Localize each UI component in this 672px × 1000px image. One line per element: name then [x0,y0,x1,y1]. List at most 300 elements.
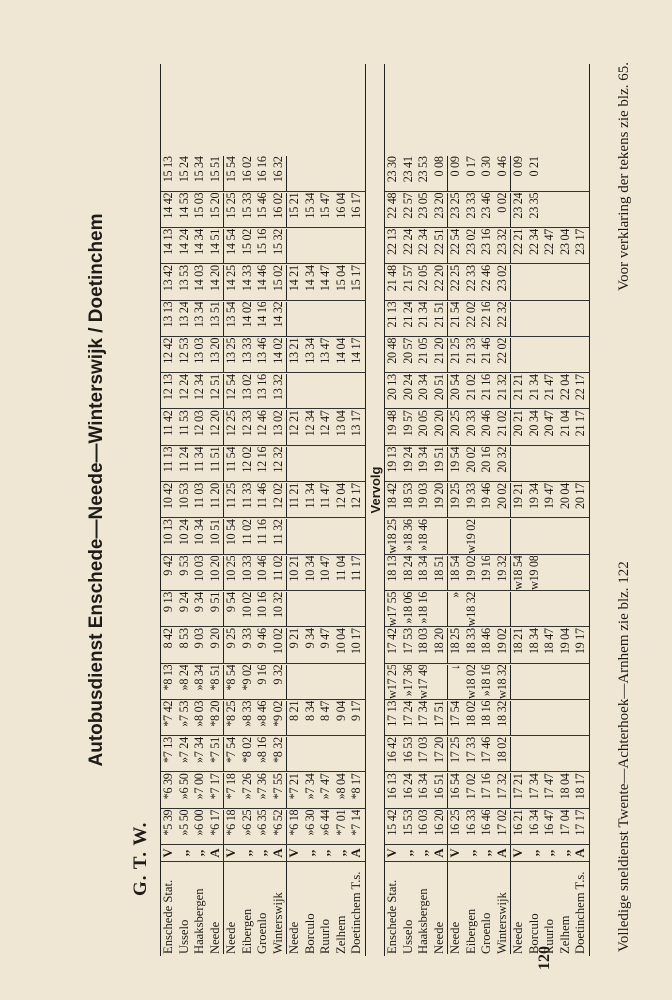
departure-time [334,302,350,336]
station-group [511,862,589,954]
station-name: Haaksbergen [416,888,430,954]
departure-time: 14 32 [270,301,285,328]
departure-time: 12 03 [192,410,206,437]
time-group [385,483,448,517]
departure-time: 10 32 [270,591,285,618]
departure-time: 20 57 [400,337,415,364]
departure-time: 0 09 [448,156,462,177]
departure-time [573,193,589,227]
departure-time: »7 53 [176,700,191,727]
trip-column [385,590,589,626]
time-group [224,810,287,844]
departure-time: 0 30 [479,156,493,177]
arrival-departure-mark: A [431,848,446,858]
time-group [448,483,511,517]
departure-time: *7 18 [224,773,238,800]
departure-time: 20 32 [494,446,509,473]
departure-time: w17 49 [416,664,430,699]
station-name: Doetinchem T.s. [349,871,363,954]
departure-time [334,229,350,263]
departure-time: 22 46 [479,265,493,292]
departure-time [303,302,319,336]
departure-time [542,556,558,590]
departure-time: 0 02 [494,192,509,213]
time-group [161,773,224,807]
departure-time: 19 51 [431,446,446,473]
trip-column [385,554,589,590]
departure-time: »8 34 [192,664,206,691]
departure-time: 21 02 [494,410,509,437]
departure-time: 16 54 [448,773,462,800]
departure-time: *8 13 [161,664,175,691]
departure-time: 22 48 [385,192,399,219]
departure-time [334,374,350,408]
departure-time [479,592,495,626]
departure-time: 14 03 [192,265,206,292]
departure-time: »7 34 [302,773,317,800]
departure-time: 18 24 [400,555,415,582]
time-group [287,374,365,408]
time-group [511,156,589,190]
departure-time [303,665,319,699]
departure-time: 21 57 [400,265,415,292]
departure-time: 14 47 [318,265,332,292]
departure-time [542,519,558,553]
station-name: Borculo [526,913,541,954]
departure-time [287,374,303,408]
departure-time: 11 46 [255,483,269,509]
time-group [161,447,224,481]
departure-time [527,265,543,299]
departure-time: 20 04 [557,483,572,509]
mark-group [161,845,224,861]
departure-time: 16 03 [416,809,430,836]
time-group [161,592,224,626]
departure-time: 22 47 [542,228,556,255]
departure-time: 12 32 [270,446,285,473]
departure-time: 13 02 [270,410,285,437]
trip-column [161,227,365,263]
departure-time: 23 05 [416,192,430,219]
departure-time: 21 54 [448,301,462,328]
departure-time: 20 54 [448,374,462,401]
time-group [287,737,365,771]
departure-time: 13 24 [176,301,191,328]
page-number: 120 [536,946,553,970]
trip-column [385,808,589,844]
time-group [511,773,589,807]
departure-time: 10 13 [161,519,175,546]
trip-column [161,808,365,844]
departure-time: 20 20 [431,410,446,437]
departure-time [318,519,334,553]
departure-time: 10 17 [349,628,363,655]
departure-time: 14 21 [287,265,301,292]
time-group [385,338,448,372]
time-group [224,628,287,662]
departure-time: 22 20 [431,265,446,292]
departure-time: 21 24 [400,301,415,328]
time-group [448,628,511,662]
departure-time: w17 25 [385,664,399,699]
departure-time: 15 54 [224,156,238,183]
trip-column [161,771,365,807]
departure-time: 10 04 [333,628,348,655]
time-group [224,701,287,735]
time-group [448,592,511,626]
departure-time: 16 32 [270,156,285,183]
page-title: Autobusdienst Enschede—Neede—Winterswijk / Doetinchem [86,213,107,767]
time-group [511,556,589,590]
arrival-departure-mark: A [270,848,285,858]
departure-time: 21 17 [573,410,587,437]
departure-time: »6 35 [255,809,269,836]
departure-time: 17 03 [416,737,430,764]
departure-time [573,592,589,626]
trip-column [385,445,589,481]
departure-time [527,338,543,372]
departure-time: 18 34 [416,555,430,582]
departure-time: 12 16 [255,446,269,473]
departure-time [558,592,574,626]
arrival-departure-mark: ,, [542,849,556,857]
departure-time [318,229,334,263]
departure-time: »8 33 [239,700,254,727]
time-group [287,628,365,662]
trip-column [161,663,365,699]
departure-time: »6 44 [318,809,332,836]
departure-time [303,229,319,263]
departure-time: 19 34 [526,483,541,509]
departure-time [334,665,350,699]
departure-time [432,665,448,699]
timetable-bottom [384,64,590,956]
departure-time [334,156,350,190]
departure-time: 15 33 [239,192,254,219]
departure-time: 12 34 [192,374,206,401]
departure-time: 13 20 [207,337,222,364]
departure-time: *6 17 [207,809,222,836]
departure-time: w18 25 [385,519,399,554]
departure-time: 21 02 [463,374,478,401]
departure-time: 11 51 [207,446,222,473]
departure-time: 10 33 [239,555,254,582]
departure-time: 17 54 [448,700,462,727]
departure-time: 16 13 [385,773,399,800]
departure-time: 9 32 [270,664,285,685]
departure-time: 13 42 [161,265,175,292]
arrival-departure-mark: ,, [255,849,269,857]
departure-time: »18 16 [416,591,430,624]
departure-time: 12 54 [224,374,238,401]
trip-column [161,699,365,735]
arrival-departure-mark: ,, [400,849,415,857]
departure-time: 13 13 [161,301,175,328]
time-group [287,519,365,553]
station-name: Eibergen [463,908,478,954]
departure-time: 22 34 [416,228,430,255]
time-group [287,156,365,190]
departure-time: 19 57 [400,410,415,437]
departure-time [318,665,334,699]
departure-time: 13 53 [176,265,191,292]
departure-time: 0 09 [511,156,525,177]
departure-time [349,229,365,263]
departure-time: 22 02 [494,337,509,364]
departure-time: 18 33 [463,628,478,655]
departure-time: 19 03 [416,483,430,509]
departure-time: *8 20 [207,700,222,727]
departure-time: 8 47 [318,700,332,721]
footer-left-note: Volledige sneldienst Twente—Achterhoek—Arnhem zie blz. 122 [616,561,632,952]
time-group [161,810,224,844]
departure-time: 16 33 [463,809,478,836]
departure-time: 22 02 [463,301,478,328]
departure-time: 20 17 [573,483,587,509]
departure-time: 20 51 [431,374,446,401]
station-name: Eibergen [239,908,254,954]
time-group [224,338,287,372]
departure-time [558,156,574,190]
departure-time: 23 30 [385,156,399,183]
time-group [511,519,589,553]
departure-time: 18 17 [573,773,587,800]
departure-time [511,737,527,771]
arrival-departure-column [161,844,365,861]
departure-time: 16 34 [416,773,430,800]
departure-time: 21 16 [479,374,493,401]
departure-time: 17 32 [494,773,509,800]
departure-time [349,519,365,553]
departure-time: 9 53 [176,555,191,576]
departure-time: 22 24 [400,228,415,255]
departure-time: 8 21 [287,700,301,721]
time-group [161,701,224,735]
departure-time: 11 21 [287,483,301,509]
departure-time: w19 02 [463,519,478,554]
departure-time: 21 21 [511,374,525,401]
departure-time: 17 02 [494,809,509,836]
departure-time: 17 21 [511,773,525,800]
departure-time: *8 32 [270,737,285,764]
trip-column [385,735,589,771]
departure-time: 9 47 [318,628,332,649]
departure-time [495,592,511,626]
departure-time [303,737,319,771]
departure-time: *7 01 [333,809,348,836]
station-group [161,862,224,954]
departure-time: 0 17 [463,156,478,177]
departure-time: 19 32 [494,555,509,582]
departure-time: 19 48 [385,410,399,437]
departure-time [558,338,574,372]
departure-time: *6 18 [287,809,301,836]
departure-time: 21 34 [526,374,541,401]
departure-time: »5 50 [176,809,191,836]
departure-time: 22 04 [557,374,572,401]
time-group [224,556,287,590]
time-group [385,628,448,662]
time-group [385,447,448,481]
time-group [511,701,589,735]
departure-time: w17 55 [385,591,399,627]
station-column [161,861,365,956]
time-group [448,156,511,190]
departure-time [542,156,558,190]
departure-time: 10 16 [255,591,269,618]
departure-time: »7 26 [239,773,254,800]
departure-time: »7 00 [192,773,206,800]
trip-column [385,699,589,735]
station-name: Haaksbergen [192,888,206,954]
departure-time: 10 03 [192,555,206,582]
departure-time: 11 42 [161,410,175,436]
departure-time: 16 02 [270,192,285,219]
trip-column [385,663,589,699]
station-name: Usselo [176,919,191,954]
time-group [287,483,365,517]
trip-column [161,554,365,590]
departure-time: 23 32 [494,228,509,255]
departure-time [527,519,543,553]
station-group [287,862,365,954]
departure-time: 13 54 [224,301,238,328]
departure-time: 12 47 [318,410,332,437]
departure-time [527,701,543,735]
time-group [161,737,224,771]
departure-time: 20 34 [416,374,430,401]
station-name: Zelhem [333,915,348,954]
time-group [385,410,448,444]
time-group [448,338,511,372]
departure-time: 14 46 [255,265,269,292]
departure-time: 11 47 [318,483,332,509]
departure-time: 9 33 [239,628,254,649]
time-group [161,556,224,590]
departure-time: »17 36 [400,664,415,697]
departure-time: 10 20 [207,555,222,582]
departure-time: »6 30 [302,809,317,836]
departure-time: 20 33 [463,410,478,437]
trip-column [161,263,365,299]
time-group [385,229,448,263]
departure-time: *8 51 [207,664,222,691]
departure-time: 21 47 [542,374,556,401]
company-label: G. T. W. [130,821,151,896]
departure-time [303,447,319,481]
departure-time [527,302,543,336]
departure-time [349,156,365,190]
departure-time: 15 51 [207,156,222,183]
departure-time: 13 34 [302,337,317,364]
departure-time: 19 34 [416,446,430,473]
station-name: Neede [431,921,446,954]
departure-time: 12 42 [161,337,175,364]
departure-time: 20 46 [479,410,493,437]
time-group [224,410,287,444]
departure-time: 17 46 [479,737,493,764]
departure-time: 16 46 [479,809,493,836]
station-column [385,861,589,956]
departure-time: 9 46 [255,628,269,649]
departure-time: 20 13 [385,374,399,401]
trip-column [161,191,365,227]
time-group [224,374,287,408]
arrival-departure-mark: ,, [192,849,206,857]
mark-group [385,845,448,861]
departure-time: 12 17 [349,483,363,509]
departure-time: 16 25 [448,809,462,836]
time-group [448,665,511,699]
time-group [287,810,365,844]
departure-time: 16 42 [385,737,399,764]
departure-time [287,665,303,699]
departure-time: 14 16 [255,301,269,328]
departure-time: 11 32 [270,519,285,545]
station-name: Enschede Stat. [385,879,399,954]
timetable-top [160,64,366,956]
departure-time: 23 33 [463,192,478,219]
departure-time: 18 02 [463,700,478,727]
departure-time: 9 13 [161,591,175,613]
departure-time: 13 02 [239,374,254,401]
time-group [287,338,365,372]
departure-time: 9 21 [287,628,301,649]
departure-time: » [448,591,462,598]
departure-time: 10 54 [224,519,238,546]
departure-time: 14 54 [224,228,238,255]
footer-right-note: Voor verklaring der tekens zie blz. 65. [616,62,632,291]
departure-time: 19 16 [479,555,493,582]
time-group [224,156,287,190]
departure-time: *7 54 [224,737,238,764]
departure-time: *5 39 [161,809,175,836]
departure-time: *6 52 [270,809,285,836]
time-group [287,665,365,699]
departure-time [349,302,365,336]
time-group [287,447,365,481]
departure-time: »18 36 [400,519,415,552]
departure-time: 21 48 [385,265,399,292]
footer [616,62,633,952]
departure-time [558,556,574,590]
departure-time: 23 02 [463,228,478,255]
departure-time: 18 42 [385,483,399,509]
time-group [385,592,448,626]
departure-time: *8 25 [224,700,238,727]
departure-time: 12 13 [161,374,175,401]
departure-time [542,447,558,481]
departure-time: 22 54 [448,228,462,255]
departure-time: 19 02 [494,628,509,655]
departure-time: 18 21 [511,628,525,655]
departure-time: 10 34 [192,519,206,546]
time-group [511,302,589,336]
departure-time: 9 51 [207,591,222,613]
time-group [224,193,287,227]
departure-time [287,229,303,263]
trip-column [385,771,589,807]
departure-time: 10 02 [270,628,285,655]
departure-time [511,265,527,299]
departure-time [318,592,334,626]
departure-time: 11 54 [224,446,238,473]
departure-time [448,519,464,553]
departure-time: 14 34 [192,228,206,255]
arrival-departure-mark: ,, [557,849,572,857]
trip-column [385,263,589,299]
departure-time: 13 03 [192,337,206,364]
